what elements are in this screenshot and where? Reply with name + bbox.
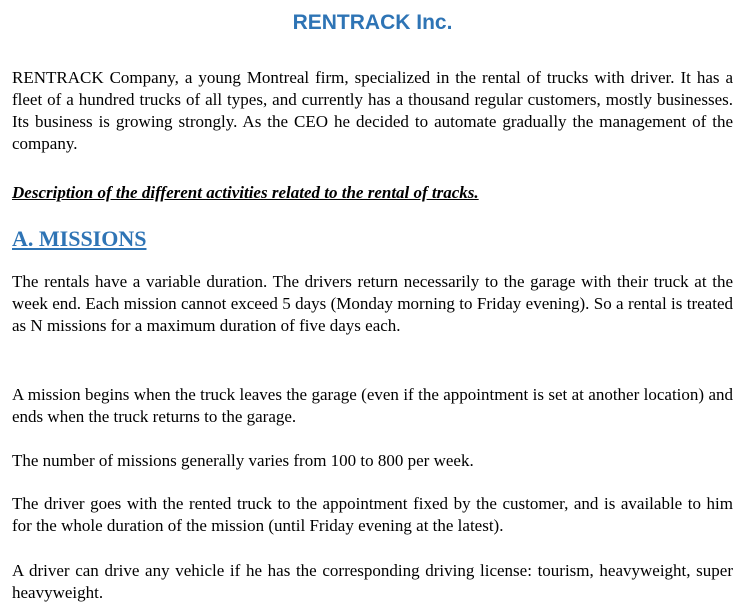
missions-paragraph-5: A driver can drive any vehicle if he has the corresponding driving license: tourism, heavyweight, super heavyweight. [12, 561, 733, 602]
intro-paragraph: RENTRACK Company, a young Montreal firm, specialized in the rental of trucks with driver. It has a fleet of a hundred trucks of all types, and currently has a thousand regular customers, mostly businesses. Its business is growing strongly. As the CEO he decided to automate gradually the management of the company. [12, 68, 733, 153]
section-heading-missions: A. MISSIONS [12, 226, 147, 251]
missions-paragraph-3: The number of missions generally varies from 100 to 800 per week. [12, 451, 474, 470]
activities-subheading: Description of the different activities related to the rental of tracks. [12, 183, 479, 202]
missions-paragraph-1: The rentals have a variable duration. The drivers return necessarily to the garage with their truck at the week end. Each mission cannot exceed 5 days (Monday morning to Friday evening). So a rental is treated as N missions for a maximum duration of five days each. [12, 272, 733, 335]
missions-paragraph-4: The driver goes with the rented truck to the appointment fixed by the customer, and is available to him for the whole duration of the mission (until Friday evening at the latest). [12, 494, 733, 535]
missions-paragraph-2: A mission begins when the truck leaves the garage (even if the appointment is set at another location) and ends when the truck returns to the garage. [12, 385, 733, 426]
document-title: RENTRACK Inc. [292, 11, 453, 34]
